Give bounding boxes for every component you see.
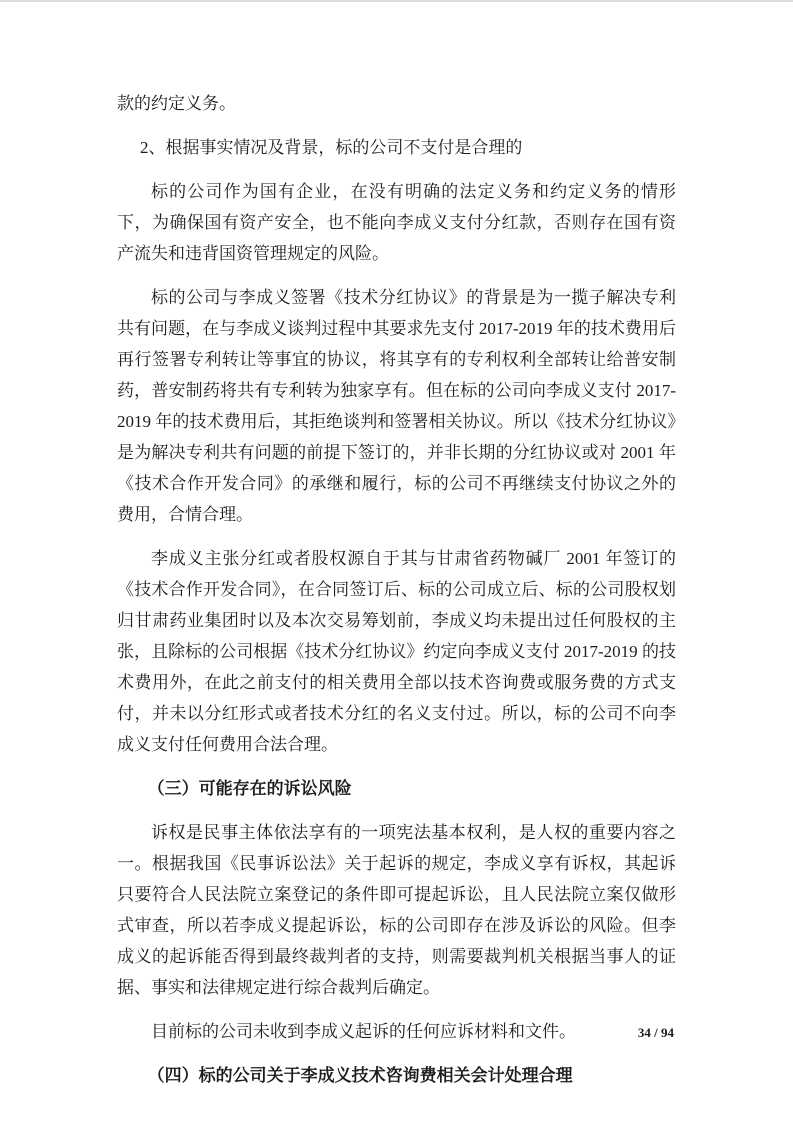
section-heading: （四）标的公司关于李成义技术咨询费相关会计处理合理 xyxy=(147,1066,573,1085)
paragraph: 目前标的公司未收到李成义起诉的任何应诉材料和文件。 xyxy=(151,1022,576,1041)
page-top-edge-line xyxy=(0,0,793,2)
numbered-subheading: 2、根据事实情况及背景，标的公司不支付是合理的 xyxy=(139,138,523,157)
page-number: 34 / 94 xyxy=(637,1025,674,1040)
document-content xyxy=(117,88,676,1104)
paragraph: 款的约定义务。 xyxy=(117,94,236,113)
paragraph: 诉权是民事主体依法享有的一项宪法基本权利，是人权的重要内容之一。根据我国《民事诉讼法》关于起诉的规定，李成义享有诉权，其起诉只要符合人民法院立案登记的条件即可提起诉讼，且人民法院立案仅做形式审查，所以若李成义提起诉讼，标的公司即存在涉及诉讼的风险。但李成义的起诉能否得到最终裁判者的支持，则需要裁判机关根据当事人的证据、事实和法律规定进行综合裁判后确定。 xyxy=(117,823,676,997)
paragraph: 标的公司作为国有企业，在没有明确的法定义务和约定义务的情形下，为确保国有资产安全，也不能向李成义支付分红款，否则存在国有资产流失和违背国资管理规定的风险。 xyxy=(117,182,676,263)
paragraph: 李成义主张分红或者股权源自于其与甘肃省药物碱厂 2001 年签订的《技术合作开发合同》，在合同签订后、标的公司成立后、标的公司股权划归甘肃药业集团时以及本次交易筹划前，李成义均未提出过任何股权的主张，且除标的公司根据《技术分红协议》约定向李成义支付 2017-2019 的技术费用外，在此之前支付的相关费用全部以技术咨询费或服务费的方式支付，并未以分红形式或者技术分红的名义支付过。所以，标的公司不向李成义支付任何费用合法合理。 xyxy=(117,549,676,754)
paragraph: 标的公司与李成义签署《技术分红协议》的背景是为一揽子解决专利共有问题，在与李成义谈判过程中其要求先支付 2017-2019 年的技术费用后再行签署专利转让等事宜的协议，将其享有的专利权利全部转让给普安制药，普安制药将共有专利转为独家享有。但在标的公司向李成义支付 2017-2019 年的技术费用后，其拒绝谈判和签署相关协议。所以《技术分红协议》是为解决专利共有问题的前提下签订的，并非长期的分红协议或对 2001 年《技术合作开发合同》的承继和履行，标的公司不再继续支付协议之外的费用，合情合理。 xyxy=(117,288,676,524)
section-heading: （三）可能存在的诉讼风险 xyxy=(147,779,352,798)
